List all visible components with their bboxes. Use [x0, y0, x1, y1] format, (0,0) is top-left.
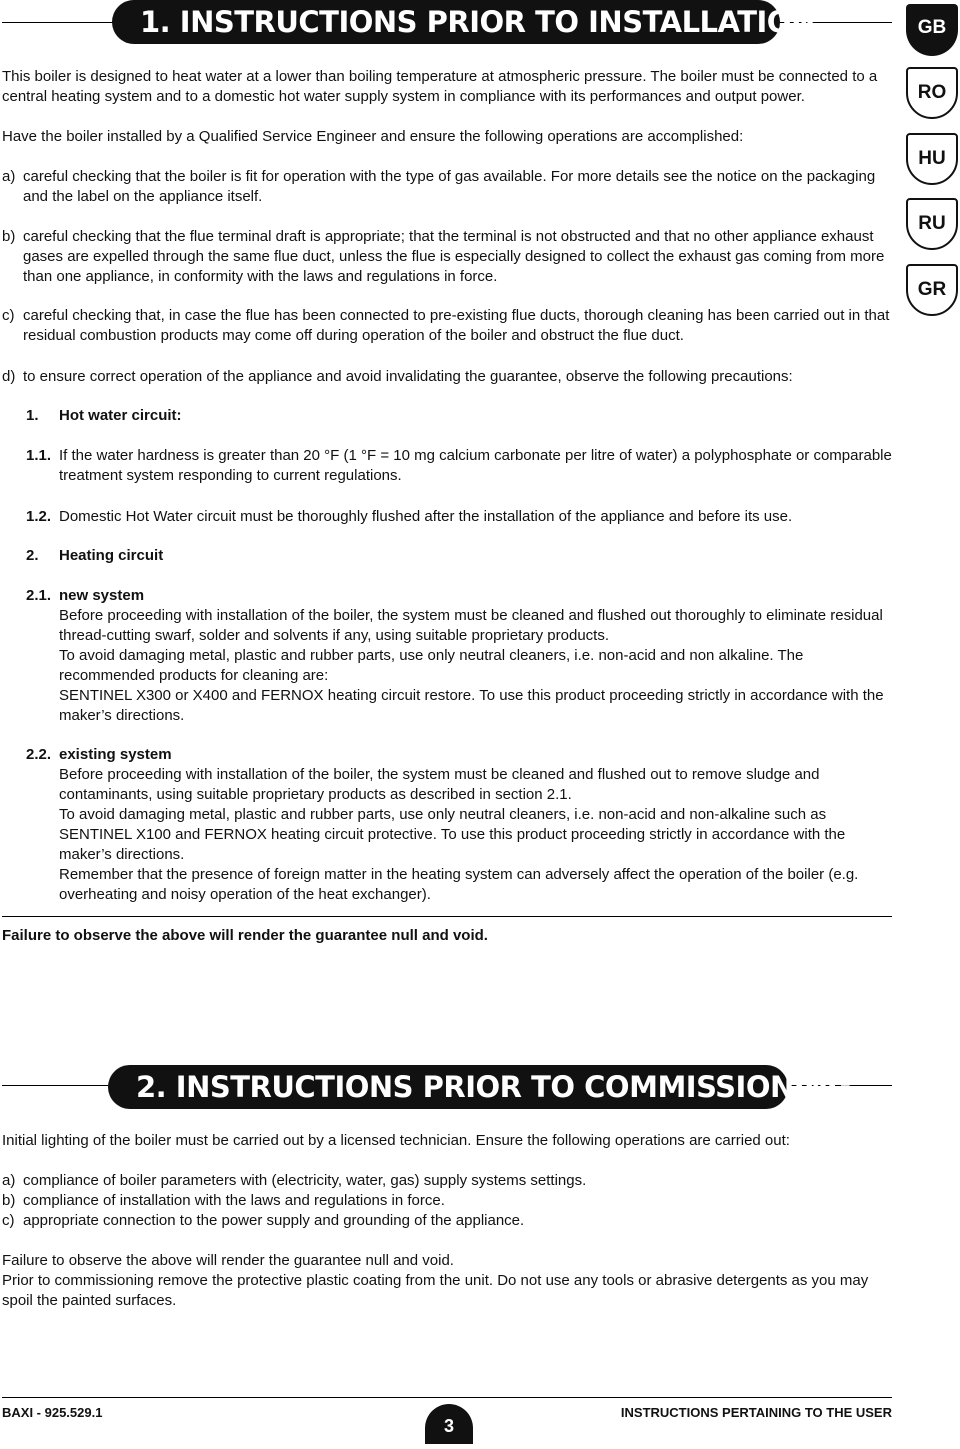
list-text: compliance of boiler parameters with (electricity, water, gas) supply systems settings.: [23, 1172, 587, 1189]
heating-2-1-title: new system: [59, 587, 145, 604]
list-label: a): [2, 1172, 16, 1189]
list-text: compliance of installation with the laws and regulations in force.: [23, 1192, 445, 1209]
list-text: careful checking that the boiler is fit for operation with the type of gas available. For more details see the notice on the packaging and the label on the appliance itself.: [23, 168, 876, 205]
heating-2-2-para-b: To avoid damaging metal, plastic and rubber parts, use only neutral cleaners, i.e. non-acid and non-alkaline such as SENTINEL X100 and FERNOX heating circuit protective. To use this product proceeding strictly in accordance with the maker’s directions.: [59, 806, 846, 863]
list-label: d): [2, 368, 16, 385]
list-label: c): [2, 1212, 15, 1229]
lang-tab-ru[interactable]: RU: [906, 198, 958, 250]
lang-tab-gb[interactable]: GB: [906, 4, 958, 56]
list-text: appropriate connection to the power supply and grounding of the appliance.: [23, 1212, 525, 1229]
lang-tab-hu[interactable]: HU: [906, 133, 958, 185]
list-label: b): [2, 228, 16, 245]
heating-2-1-para-a: Before proceeding with installation of the boiler, the system must be cleaned and flushed out thoroughly to eliminate residual thread-cutting swarf, solder and solvents if any, using suitable proprietary products.: [59, 607, 883, 644]
section1-intro: This boiler is designed to heat water at a lower than boiling temperature at atmospheric pressure. The boiler must be connected to a central heating system and to a domestic hot water supply system in compliance with its performances and output power.: [2, 68, 878, 105]
guarantee-warning: Failure to observe the above will render the guarantee null and void.: [2, 927, 488, 944]
section2-coating-note: Prior to commissioning remove the protective plastic coating from the unit. Do not use any tools or abrasive detergents as you may spoil the painted surfaces.: [2, 1272, 869, 1309]
list-label: c): [2, 307, 15, 324]
heating-2-2-title: existing system: [59, 746, 172, 763]
section1-title: 1. INSTRUCTIONS PRIOR TO INSTALLATION: [112, 0, 780, 44]
lang-tab-ro[interactable]: RO: [906, 67, 958, 119]
heating-2-2-para-a: Before proceeding with installation of the boiler, the system must be cleaned and flushed out to remove sludge and contaminants, using suitable proprietary products as described in section 2.1.: [59, 766, 820, 803]
heating-2-1-para-c: SENTINEL X300 or X400 and FERNOX heating circuit restore. To use this product proceeding strictly in accordance with the maker’s directions.: [59, 687, 884, 724]
lang-tab-gr[interactable]: GR: [906, 264, 958, 316]
footer-section-title: INSTRUCTIONS PERTAINING TO THE USER: [620, 1405, 892, 1420]
section1-intro-2: Have the boiler installed by a Qualified Service Engineer and ensure the following operations are accomplished:: [2, 128, 744, 145]
section2-intro: Initial lighting of the boiler must be carried out by a licensed technician. Ensure the following operations are carried out:: [2, 1132, 790, 1149]
warning-divider: [2, 916, 892, 917]
list-text: careful checking that the flue terminal draft is appropriate; that the terminal is not obstructed and that no other appliance exhaust gases are expelled through the same flue duct, unless the flue is especially designed to collect the exhaust gas coming from more than one appliance, in conformity with the laws and regulations in force.: [23, 228, 885, 285]
list-label: b): [2, 1192, 16, 1209]
list-text: careful checking that, in case the flue has been connected to pre-existing flue ducts, thorough cleaning has been carried out in that residual combustion products may come off during operation of the boiler and obstruct the flue duct.: [23, 307, 890, 344]
list-text: to ensure correct operation of the appliance and avoid invalidating the guarantee, observe the following precautions:: [23, 368, 793, 385]
list-label: a): [2, 168, 16, 185]
footer-rule: [2, 1397, 892, 1398]
footer-doc-code: BAXI - 925.529.1: [2, 1405, 103, 1420]
section2-failure-note: Failure to observe the above will render the guarantee null and void.: [2, 1252, 454, 1269]
heating-2-1-para-b: To avoid damaging metal, plastic and rubber parts, use only neutral cleaners, i.e. non-acid and non alkaline. The recommended products for cleaning are:: [59, 647, 804, 684]
section2-title: 2. INSTRUCTIONS PRIOR TO COMMISSIONING: [108, 1065, 788, 1109]
page-number: 3: [425, 1404, 473, 1444]
heating-2-2-para-c: Remember that the presence of foreign matter in the heating system can adversely affect the operation of the boiler (e.g. overheating and noisy operation of the heat exchanger).: [59, 866, 859, 903]
